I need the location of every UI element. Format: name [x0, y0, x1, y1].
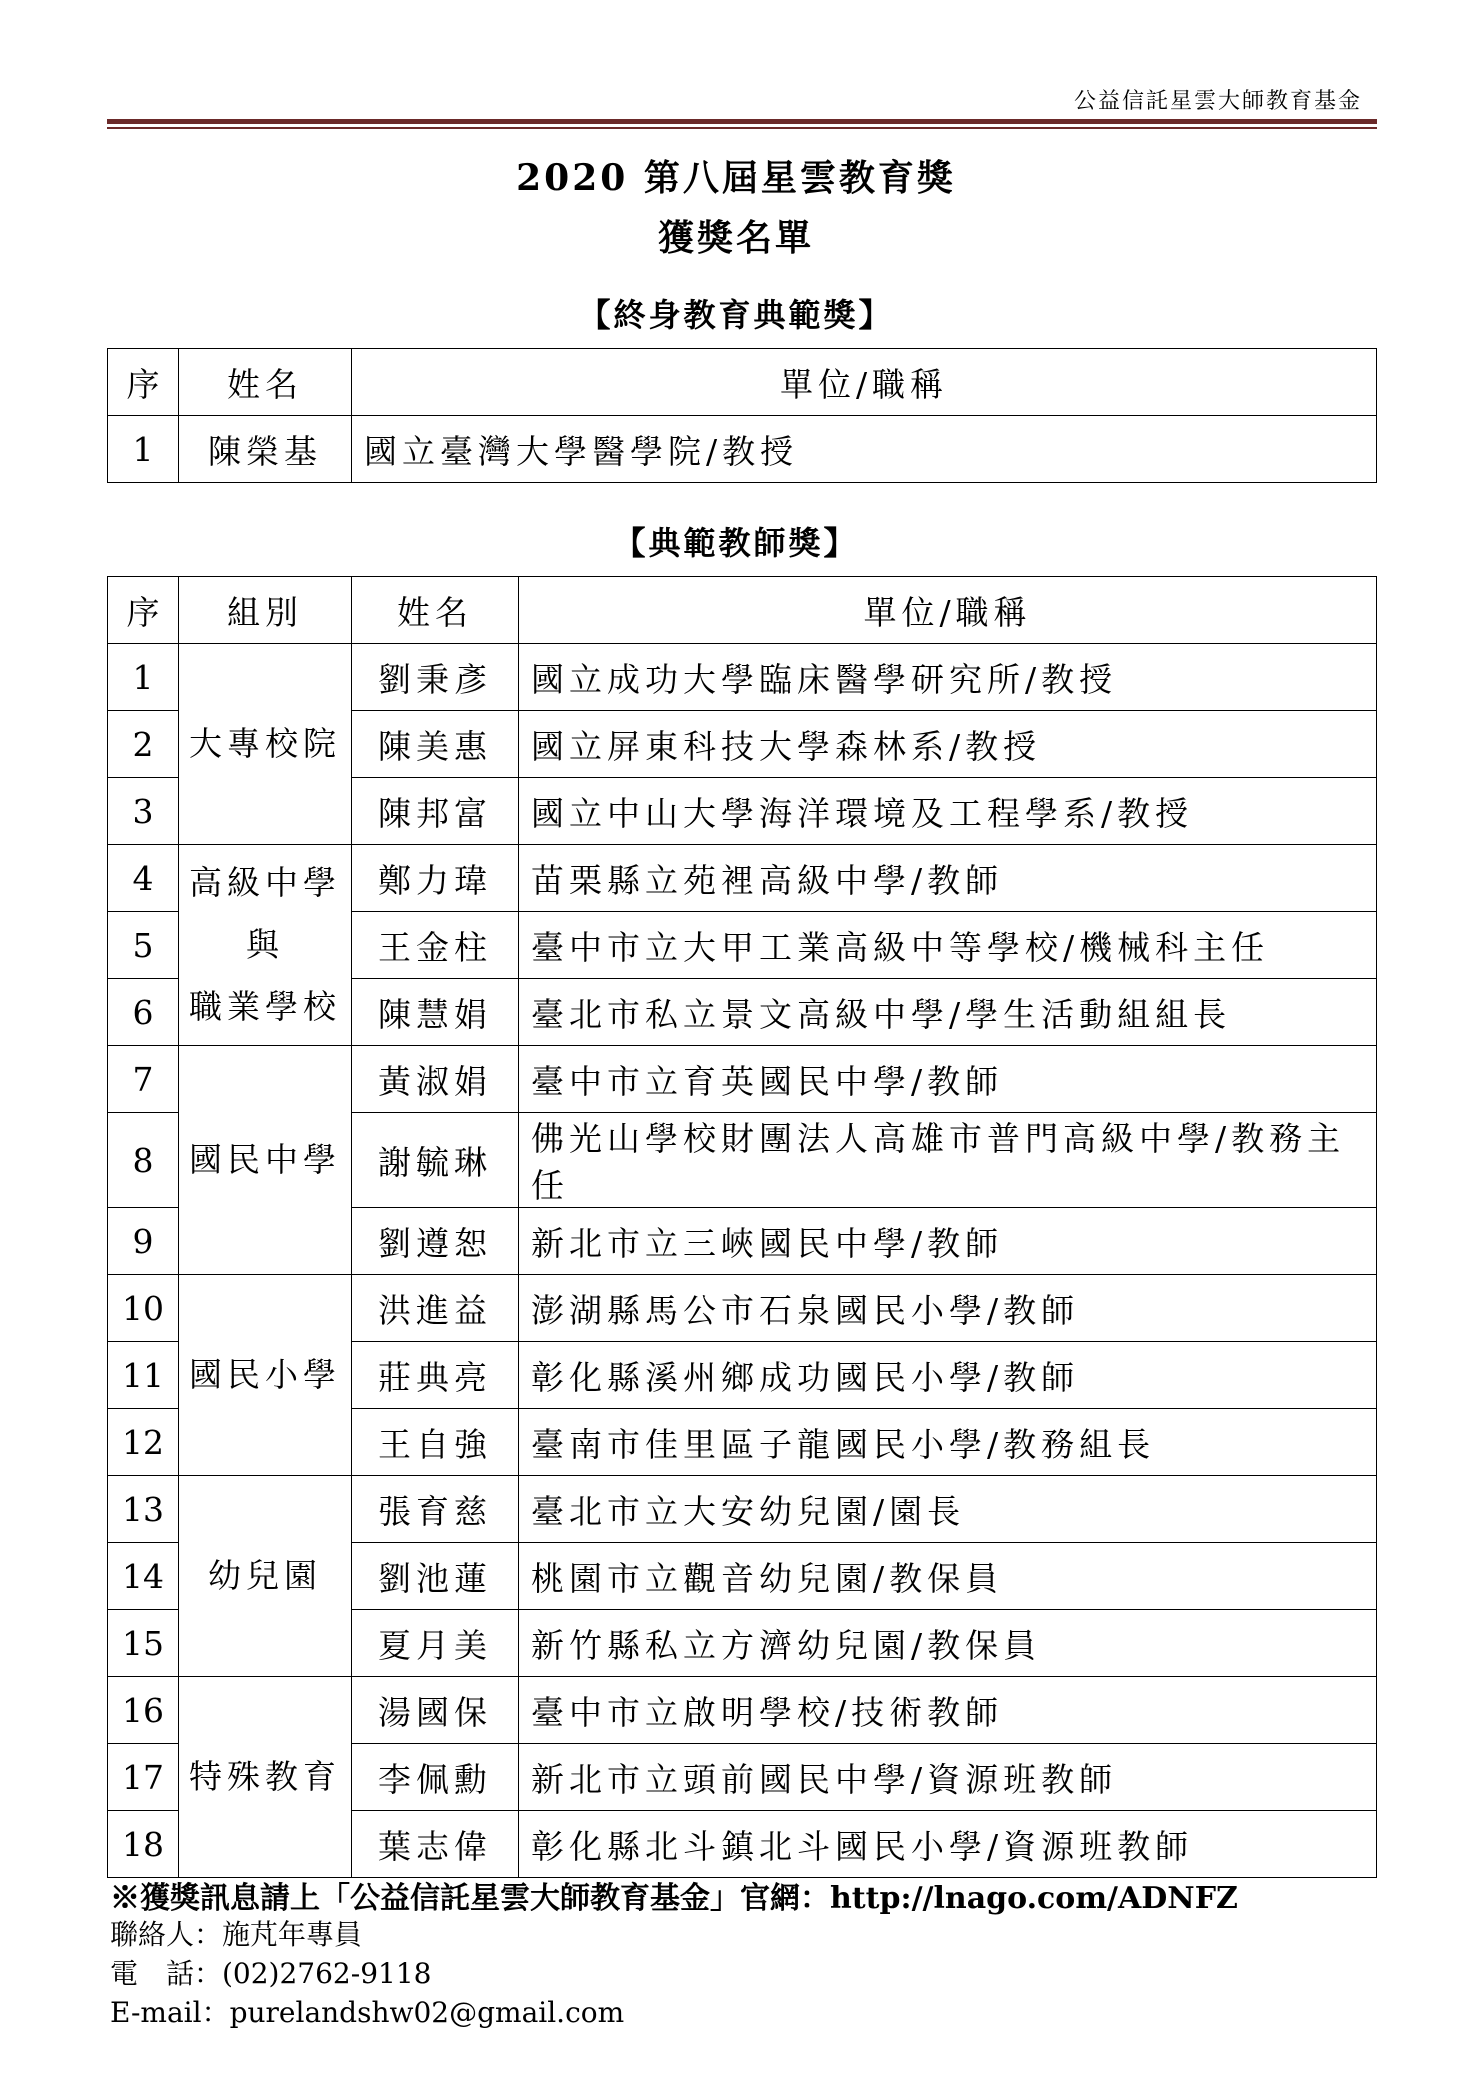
group-hs-line3: 職業學校 [189, 987, 341, 1026]
document-title: 2020 第八屆星雲教育獎 [516, 157, 956, 199]
group-highschool [179, 845, 352, 1046]
row-name: 夏月美 [352, 1610, 519, 1677]
group-special: 特殊教育 [179, 1677, 352, 1878]
header-unit: 單位/職稱 [519, 577, 1377, 644]
group-univ: 大專校院 [179, 644, 352, 845]
row-unit: 新北市立三峽國民中學/教師 [519, 1208, 1377, 1275]
group-hs-line1: 高級中學 [189, 863, 341, 902]
contact-email: E-mail：purelandshw02@gmail.com [110, 1996, 625, 2029]
row-unit: 臺南市佳里區子龍國民小學/教務組長 [519, 1409, 1377, 1476]
row-seq: 11 [108, 1342, 179, 1409]
row-seq: 13 [108, 1476, 179, 1543]
header-group: 組別 [179, 577, 352, 644]
group-elem: 國民小學 [179, 1275, 352, 1476]
contact-person: 聯絡人：施芃年專員 [110, 1918, 363, 1951]
table-row [108, 1677, 1377, 1744]
row-unit: 國立中山大學海洋環境及工程學系/教授 [519, 778, 1377, 845]
row-seq: 12 [108, 1409, 179, 1476]
group-hs-line2: 與 [246, 925, 284, 964]
document-subtitle: 獲獎名單 [657, 217, 814, 259]
row-name: 鄭力瑋 [352, 845, 519, 912]
row-unit: 國立成功大學臨床醫學研究所/教授 [519, 644, 1377, 711]
row-seq: 18 [108, 1811, 179, 1878]
row-seq: 10 [108, 1275, 179, 1342]
table-row [108, 1046, 1377, 1113]
row-name: 陳慧娟 [352, 979, 519, 1046]
header-rule-thick [107, 119, 1377, 124]
table-row [108, 1476, 1377, 1543]
row-seq: 16 [108, 1677, 179, 1744]
row-name: 葉志偉 [352, 1811, 519, 1878]
row-name: 王金柱 [352, 912, 519, 979]
row-seq: 1 [108, 644, 179, 711]
header-name: 姓名 [352, 577, 519, 644]
row-seq: 8 [108, 1113, 179, 1208]
row-unit: 新北市立頭前國民中學/資源班教師 [519, 1744, 1377, 1811]
row-seq: 2 [108, 711, 179, 778]
header-unit: 單位/職稱 [352, 349, 1377, 416]
teacher-section-title: 【典範教師獎】 [613, 524, 859, 562]
row-unit: 桃園市立觀音幼兒園/教保員 [519, 1543, 1377, 1610]
table-row [108, 644, 1377, 711]
row-unit: 臺中市立大甲工業高級中等學校/機械科主任 [519, 912, 1377, 979]
row-unit: 臺北市私立景文高級中學/學生活動組組長 [519, 979, 1377, 1046]
row-seq: 4 [108, 845, 179, 912]
row-seq: 15 [108, 1610, 179, 1677]
row-name: 莊典亮 [352, 1342, 519, 1409]
table-header-row [108, 577, 1377, 644]
row-name: 洪進益 [352, 1275, 519, 1342]
row-unit: 澎湖縣馬公市石泉國民小學/教師 [519, 1275, 1377, 1342]
row-name: 王自強 [352, 1409, 519, 1476]
row-unit: 國立臺灣大學醫學院/教授 [352, 416, 1377, 483]
header-seq: 序 [108, 349, 179, 416]
row-name: 劉秉彥 [352, 644, 519, 711]
group-kinder: 幼兒園 [179, 1476, 352, 1677]
table-row [108, 845, 1377, 912]
table-row [108, 416, 1377, 483]
teacher-award-table [107, 576, 1377, 1878]
row-unit: 臺中市立啟明學校/技術教師 [519, 1677, 1377, 1744]
row-seq: 1 [108, 416, 179, 483]
row-name: 陳美惠 [352, 711, 519, 778]
header-name: 姓名 [179, 349, 352, 416]
row-name: 謝毓琳 [352, 1113, 519, 1208]
row-name: 黃淑娟 [352, 1046, 519, 1113]
table-row [108, 1275, 1377, 1342]
award-notice: ※獲獎訊息請上「公益信託星雲大師教育基金」官網：http://lnago.com/ADNFZ [110, 1881, 1238, 1916]
row-unit: 臺北市立大安幼兒園/園長 [519, 1476, 1377, 1543]
row-unit: 國立屏東科技大學森林系/教授 [519, 711, 1377, 778]
foundation-name: 公益信託星雲大師教育基金 [1073, 89, 1362, 114]
row-seq: 9 [108, 1208, 179, 1275]
row-name: 張育慈 [352, 1476, 519, 1543]
row-name: 陳榮基 [179, 416, 352, 483]
lifetime-award-table [107, 348, 1377, 483]
table-header-row [108, 349, 1377, 416]
row-name: 劉遵恕 [352, 1208, 519, 1275]
row-name: 李佩勳 [352, 1744, 519, 1811]
row-unit: 臺中市立育英國民中學/教師 [519, 1046, 1377, 1113]
row-name: 陳邦富 [352, 778, 519, 845]
row-seq: 5 [108, 912, 179, 979]
contact-phone: 電 話：(02)2762-9118 [110, 1957, 432, 1990]
row-seq: 17 [108, 1744, 179, 1811]
row-seq: 14 [108, 1543, 179, 1610]
row-unit: 彰化縣北斗鎮北斗國民小學/資源班教師 [519, 1811, 1377, 1878]
group-jhs: 國民中學 [179, 1046, 352, 1275]
header-rule-thin [107, 127, 1377, 129]
row-seq: 6 [108, 979, 179, 1046]
row-unit: 苗栗縣立苑裡高級中學/教師 [519, 845, 1377, 912]
row-unit: 彰化縣溪州鄉成功國民小學/教師 [519, 1342, 1377, 1409]
row-name: 湯國保 [352, 1677, 519, 1744]
lifetime-section-title: 【終身教育典範獎】 [578, 296, 894, 334]
header-seq: 序 [108, 577, 179, 644]
row-seq: 7 [108, 1046, 179, 1113]
row-unit: 新竹縣私立方濟幼兒園/教保員 [519, 1610, 1377, 1677]
row-name: 劉池蓮 [352, 1543, 519, 1610]
row-seq: 3 [108, 778, 179, 845]
row-unit: 佛光山學校財團法人高雄市普門高級中學/教務主任 [519, 1113, 1377, 1208]
